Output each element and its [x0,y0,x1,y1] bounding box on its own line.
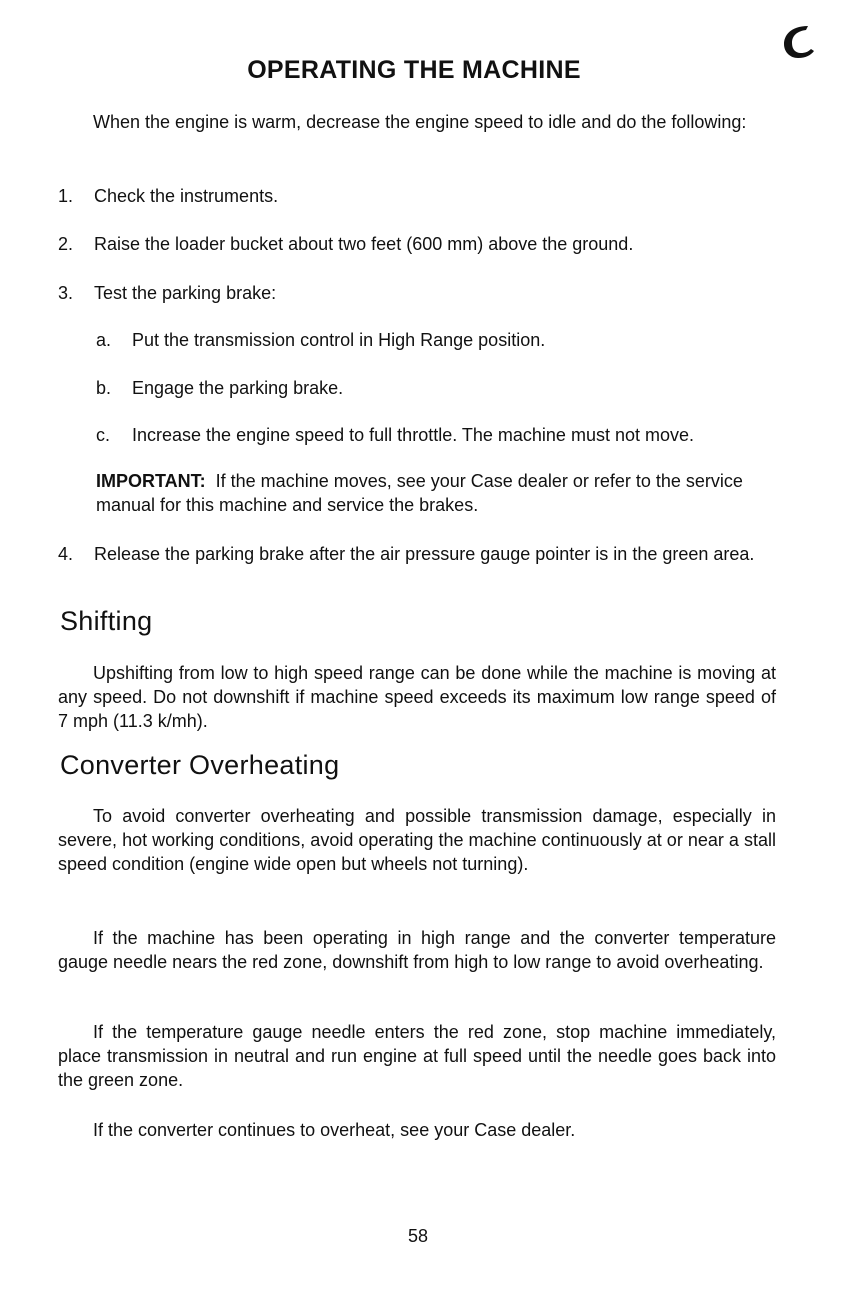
substep-text: Increase the engine speed to full throttle. The machine must not move. [132,425,694,445]
important-text: If the machine moves, see your Case dealer or refer to the service manual for this machine and service the brakes. [96,471,743,515]
step-number: 2. [58,234,74,254]
step-1 [58,184,776,208]
important-label: IMPORTANT: [96,471,206,491]
step-3 [58,281,776,305]
converter-heading: Converter Overheating [60,750,340,780]
step-number: 3. [58,283,74,303]
step-2 [58,232,776,256]
substep-b [96,376,776,400]
substep-text: Engage the parking brake. [132,378,344,398]
step-text: Test the parking brake: [94,283,277,303]
page-title: OPERATING THE MACHINE [247,56,581,84]
substep-c [96,423,776,447]
substep-letter: b. [96,378,112,398]
intro-paragraph: When the engine is warm, decrease the engine speed to idle and do the following: [93,112,747,132]
converter-paragraph-4: If the converter continues to overheat, see your Case dealer. [93,1120,576,1140]
step-text: Release the parking brake after the air pressure gauge pointer is in the green area. [94,544,755,564]
important-note [96,469,776,517]
page-number: 58 [407,1226,429,1246]
substep-letter: a. [96,330,112,350]
substep-text: Put the transmission control in High Range position. [132,330,546,350]
step-text: Raise the loader bucket about two feet (600 mm) above the ground. [94,234,634,254]
shifting-heading: Shifting [60,606,153,636]
step-number: 4. [58,544,74,564]
substep-a [96,328,776,352]
converter-paragraph-1: To avoid converter overheating and possible transmission damage, especially in severe, hot working conditions, avoid operating the machine continuously at or near a stall speed condition (engine wide open but wheels not turning). [58,806,776,874]
shifting-paragraph: Upshifting from low to high speed range can be done while the machine is moving at any speed. Do not downshift if machine speed exceeds its maximum low range speed of 7 mph (11.3 k/mh). [58,663,776,731]
step-text: Check the instruments. [94,186,279,206]
substep-letter: c. [96,425,111,445]
converter-paragraph-3: If the temperature gauge needle enters the red zone, stop machine immediately, place transmission in neutral and run engine at full speed until the needle goes back into the green zone. [58,1022,776,1090]
converter-paragraph-2: If the machine has been operating in high range and the converter temperature gauge needle nears the red zone, downshift from high to low range to avoid overheating. [58,928,776,972]
step-4 [58,542,776,566]
step-number: 1. [58,186,74,206]
